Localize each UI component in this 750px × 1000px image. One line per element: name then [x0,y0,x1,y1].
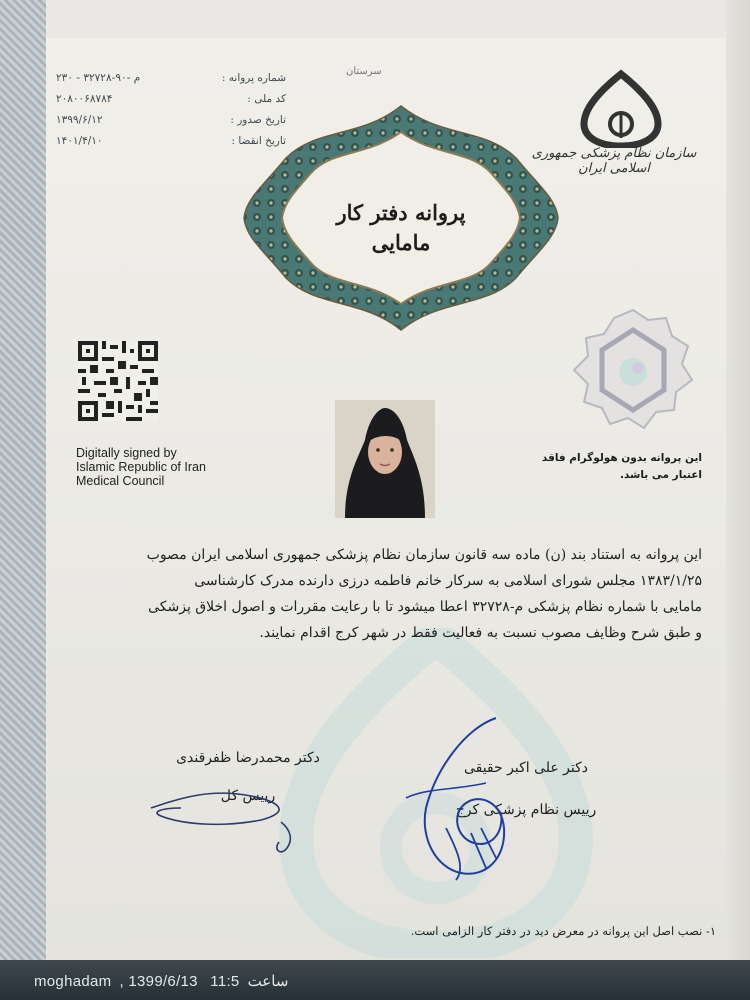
field-value: ۱۳۹۹/۶/۱۲ [56,114,103,126]
field-license-number [56,68,286,89]
medical-council-logo-icon [566,68,676,148]
footer-date: , 1399/6/13 [119,973,198,990]
body-line: مامایی با شماره نظام پزشکی م-۳۲۷۲۸ اعطا میشود تا با رعایت مقررات و اصول اخلاق پزشکی [148,599,702,615]
left-border-pattern [0,0,46,960]
field-label: کد ملی : [247,93,286,105]
organization-name: سازمان نظام پزشکی جمهوری اسلامی ایران [531,146,697,176]
field-label: تاریخ صدور : [230,114,286,126]
signatory-role: رییس نظام پزشکی کرج [455,802,597,818]
field-label: تاریخ انقضا : [231,135,286,147]
license-title-line1: پروانه دفتر کار [336,200,466,225]
license-document [46,0,726,960]
field-value: ۱۴۰۱/۴/۱۰ [56,135,103,147]
signatory-name: دکتر محمدرضا ظفرقندی [176,750,320,766]
footer-time: 11:5 [210,973,240,990]
hologram-validity-note [512,450,702,484]
digital-signature-note [76,446,276,488]
print-footer-text [34,972,296,990]
footer-time-label: ساعت [247,973,289,990]
body-line: و طبق شرح وظایف مصوب نسبت به فعالیت فقط در شهر کرج اقدام نمایند. [259,625,702,641]
hologram-seal-icon [566,306,701,436]
hologram-note-line: اعتبار می باشد. [619,469,702,481]
digital-signed-line: Islamic Republic of Iran [76,460,206,474]
handwritten-signature-left-icon [141,768,341,888]
digital-signed-line: Digitally signed by [76,446,177,460]
field-value: ۲۰۸۰۰۶۸۷۸۴ [56,93,113,105]
signatory-role: رییس کل [220,788,276,804]
field-label: شماره پروانه : [221,72,286,84]
province-label: سرستان [346,66,382,77]
signatory-name: دکتر علی اکبر حقیقی [463,760,589,776]
footnote: ۱- نصب اصل این پروانه در معرض دید در دفتر کار الزامی است. [410,924,716,938]
body-line: این پروانه به استناد بند (ن) ماده سه قانون سازمان نظام پزشکی جمهوری اسلامی ایران مصوب [146,547,702,563]
holder-photo [335,400,435,518]
license-body-text [106,542,702,646]
field-value: ۲۳۰ - ۳۲۷۲۸-م -۹۰ [56,72,141,84]
body-line: ۱۳۸۳/۱/۲۵ مجلس شورای اسلامی به سرکار خانم فاطمه درزی دارنده مدرک کارشناسی [194,573,702,589]
qr-code-icon [78,341,158,421]
hologram-note-line: این پروانه بدون هولوگرام فاقد [541,452,702,464]
handwritten-signature-right-icon [386,708,536,888]
digital-signed-line: Medical Council [76,474,165,488]
footer-user: moghadam [34,973,112,990]
license-title [311,198,491,258]
license-title-line2: مامایی [371,230,431,255]
